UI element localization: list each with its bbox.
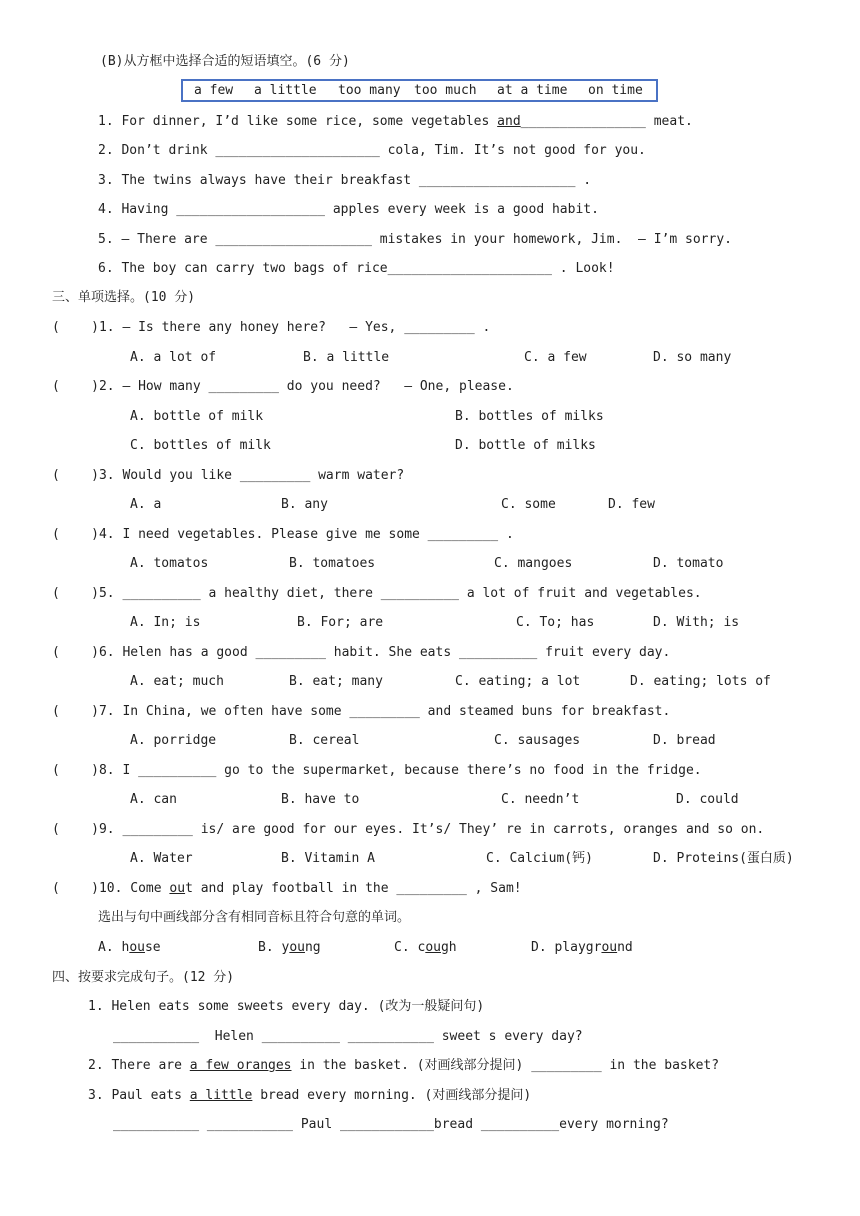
fill-item-2: 2. Don’t drink _____________________ cola, Tim. It’s not good for you. <box>98 143 646 158</box>
section-3-title: 三、单项选择。(10 分) <box>52 290 196 305</box>
option-b[interactable]: B. tomatoes <box>289 556 376 571</box>
option-c[interactable]: C. a few <box>524 350 587 365</box>
question-7: ( )7. In China, we often have some _________ and steamed buns for breakfast. <box>52 704 671 719</box>
sentence-3: 3. Paul eats a little bread every morning. (对画线部分提问) <box>88 1088 532 1103</box>
option-b[interactable]: B. any <box>281 497 328 512</box>
option-a[interactable]: A. eat; much <box>130 674 224 689</box>
blank[interactable]: ________________ <box>520 114 646 129</box>
blank[interactable]: ____________________ <box>215 232 372 247</box>
phrase-option: too much <box>414 83 477 98</box>
section-4-title: 四、按要求完成句子。(12 分) <box>52 970 235 985</box>
option-c[interactable]: C. Calcium(钙) <box>486 851 593 866</box>
sentence-3-answer[interactable]: ___________ ___________ Paul ____________bread __________every morning? <box>113 1117 669 1132</box>
option-c[interactable]: C. mangoes <box>494 556 573 571</box>
option-a[interactable]: A. bottle of milk <box>130 409 264 424</box>
option-d[interactable]: D. could <box>676 792 739 807</box>
option-c[interactable]: C. To; has <box>516 615 595 630</box>
option-a[interactable]: A. porridge <box>130 733 217 748</box>
option-d[interactable]: D. playground <box>531 940 633 955</box>
fill-item-4: 4. Having ___________________ apples every week is a good habit. <box>98 202 599 217</box>
question-5: ( )5. __________ a healthy diet, there __________ a lot of fruit and vegetables. <box>52 586 702 601</box>
option-d[interactable]: D. few <box>608 497 655 512</box>
option-b[interactable]: B. cereal <box>289 733 360 748</box>
option-a[interactable]: A. a <box>130 497 162 512</box>
question-2: ( )2. — How many _________ do you need? — One, please. <box>52 379 514 394</box>
question-10: ( )10. Come out and play football in the _________ , Sam! <box>52 881 522 896</box>
option-d[interactable]: D. tomato <box>653 556 724 571</box>
option-c[interactable]: C. bottles of milk <box>130 438 271 453</box>
question-8: ( )8. I __________ go to the supermarket, because there’s no food in the fridge. <box>52 763 702 778</box>
option-b[interactable]: B. eat; many <box>289 674 383 689</box>
option-d[interactable]: D. Proteins(蛋白质) <box>653 851 794 866</box>
blank[interactable]: _____________________ <box>387 261 552 276</box>
option-c[interactable]: C. cough <box>394 940 457 955</box>
fill-item-3: 3. The twins always have their breakfast ____________________ . <box>98 173 592 188</box>
option-b[interactable]: B. have to <box>281 792 360 807</box>
question-9: ( )9. _________ is/ are good for our eyes. It’s/ They’ re in carrots, oranges and so on. <box>52 822 765 837</box>
option-b[interactable]: B. Vitamin A <box>281 851 375 866</box>
phrase-option: on time <box>588 83 643 98</box>
option-c[interactable]: C. some <box>501 497 556 512</box>
option-d[interactable]: D. eating; lots of <box>630 674 771 689</box>
option-a[interactable]: A. house <box>98 940 161 955</box>
option-d[interactable]: D. so many <box>653 350 732 365</box>
sentence-1-answer[interactable]: ___________ Helen __________ ___________ sweet s every day? <box>113 1029 583 1044</box>
option-b[interactable]: B. a little <box>303 350 390 365</box>
sentence-2: 2. There are a few oranges in the basket. (对画线部分提问) _________ in the basket? <box>88 1058 720 1073</box>
question-10-instruction: 选出与句中画线部分含有相同音标且符合句意的单词。 <box>98 910 411 925</box>
sentence-1: 1. Helen eats some sweets every day. (改为一般疑问句) <box>88 999 485 1014</box>
option-c[interactable]: C. eating; a lot <box>455 674 581 689</box>
phrase-option: at a time <box>497 83 568 98</box>
phrase-option: too many <box>338 83 401 98</box>
phrase-option: a little <box>254 83 317 98</box>
question-4: ( )4. I need vegetables. Please give me some _________ . <box>52 527 514 542</box>
option-d[interactable]: D. bread <box>653 733 716 748</box>
blank[interactable]: ____________________ <box>418 173 576 188</box>
fill-item-6: 6. The boy can carry two bags of rice_____________________ . Look! <box>98 261 615 276</box>
blank[interactable]: _____________________ <box>215 143 380 158</box>
question-1: ( )1. — Is there any honey here? — Yes, _________ . <box>52 320 491 335</box>
option-b[interactable]: B. bottles of milks <box>455 409 604 424</box>
option-a[interactable]: A. Water <box>130 851 193 866</box>
part-b-title: (B)从方框中选择合适的短语填空。(6 分) <box>100 54 350 69</box>
option-a[interactable]: A. a lot of <box>130 350 217 365</box>
option-a[interactable]: A. can <box>130 792 177 807</box>
option-b[interactable]: B. young <box>258 940 321 955</box>
option-b[interactable]: B. For; are <box>297 615 384 630</box>
question-6: ( )6. Helen has a good _________ habit. She eats __________ fruit every day. <box>52 645 671 660</box>
question-3: ( )3. Would you like _________ warm water? <box>52 468 405 483</box>
fill-item-5: 5. — There are ____________________ mistakes in your homework, Jim. — I’m sorry. <box>98 232 732 247</box>
option-c[interactable]: C. needn’t <box>501 792 580 807</box>
option-c[interactable]: C. sausages <box>494 733 581 748</box>
option-a[interactable]: A. In; is <box>130 615 201 630</box>
phrase-option: a few <box>194 83 234 98</box>
blank[interactable]: ___________________ <box>176 202 325 217</box>
fill-item-1: 1. For dinner, I’d like some rice, some vegetables and________________ meat. <box>98 114 693 129</box>
option-d[interactable]: D. bottle of milks <box>455 438 596 453</box>
option-d[interactable]: D. With; is <box>653 615 740 630</box>
option-a[interactable]: A. tomatos <box>130 556 209 571</box>
